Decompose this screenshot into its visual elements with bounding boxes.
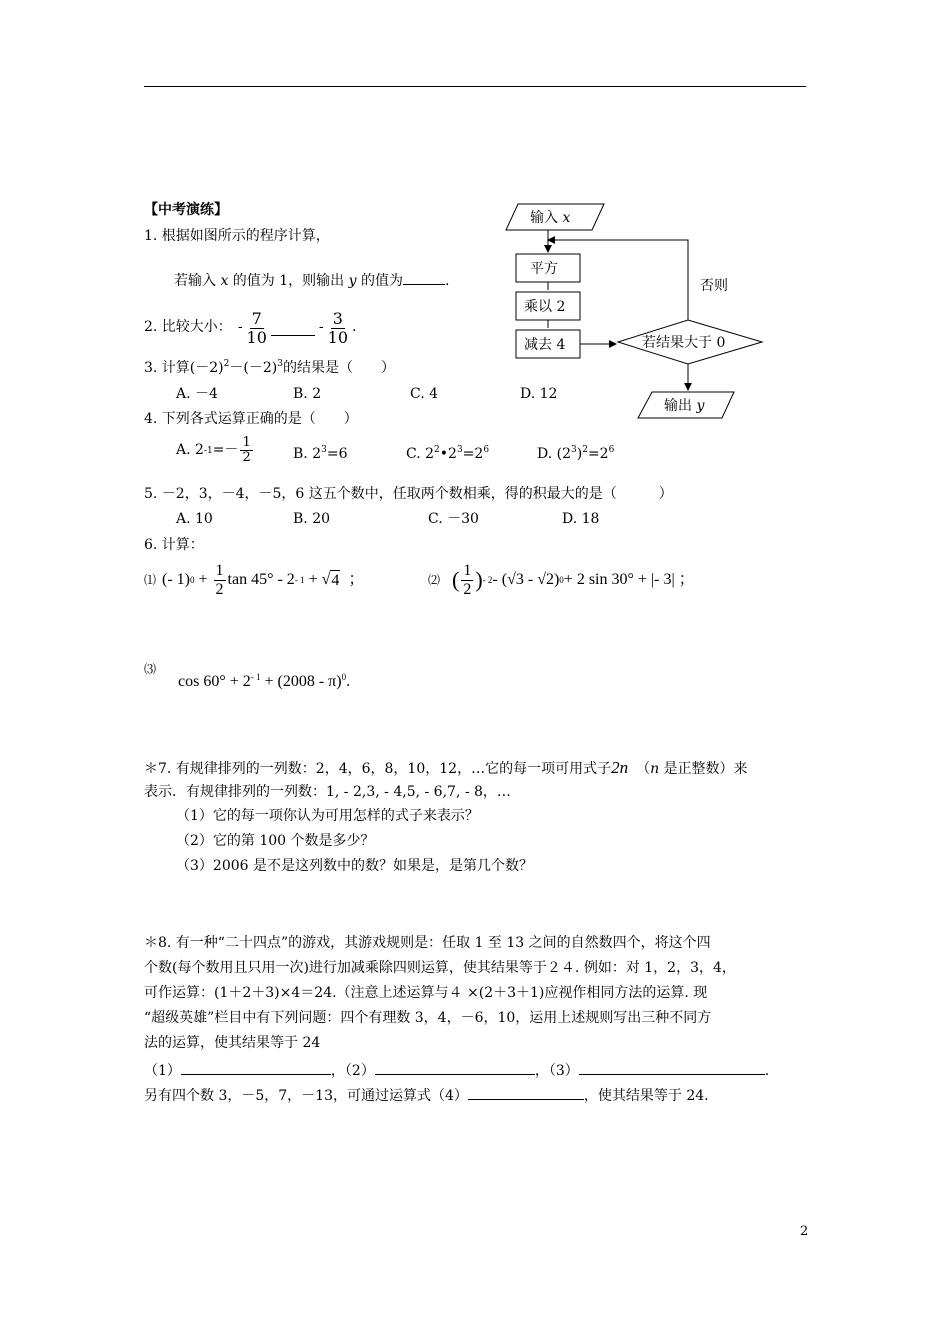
q8-line4: “超级英雄”栏目中有下列问题：四个有理数 3，4，－6，10，运用上述规则写出三种不同方 [144,1010,712,1026]
q6-p3-e1: - 1 [250,672,261,682]
q8-line1: ＊8. 有一种“二十四点”的游戏，其游戏规则是：任取 1 至 13 之间的自然数四个，将这个四 [144,935,711,951]
q6-p3-b: + (2008 - π) [260,673,342,690]
svg-text:输出 y [664,398,705,414]
q8-line7-b: ，使其结果等于 24. [583,1088,709,1104]
q4-c-exp1: 2 [434,445,440,455]
section-title: 【中考演练】 [144,202,228,218]
q8-blank2-label: ，（2） [330,1063,375,1079]
q8-line5: 法的运算，使其结果等于 24 [144,1035,321,1051]
q5-option-b[interactable]: B. 20 [293,511,331,527]
q6-p1-tan: tan 45° - 2 [227,571,295,589]
q6-p2-rest: + 2 sin 30° + |- 3| [563,571,675,589]
q3-suffix: 的结果是（ ） [282,360,395,376]
q4-a-fraction [240,436,252,466]
q6-p2-label: ⑵ [428,572,441,587]
q5-option-c[interactable]: C. －30 [428,511,479,527]
flow-else-label: 否则 [700,278,728,294]
q4-c-exp3: 6 [483,445,490,455]
q1-var-y: y [348,273,357,289]
flow-decision-label: 若结果大于 0 [642,335,726,351]
q2-fraction-a [245,310,269,346]
q4-d-exp3: 6 [608,445,615,455]
q5-option-a[interactable]: A. 10 [176,511,213,527]
q6-p1-end: ； [348,571,365,589]
flow-input-label: 输入 [530,210,563,226]
q8-answer-blank-1[interactable] [181,1060,331,1075]
q6-p3-e0: 0 [341,672,347,682]
q7-sub1: （1）它的每一项你认为可用怎样的式子来表示？ [176,808,479,824]
q4-d-b: ) [576,446,583,462]
q8-end-dot: . [764,1063,770,1079]
q7-line1-a: ＊7. 有规律排列的一列数：2，4，6，8，10，12，…它的每一项可用式子 [144,761,612,777]
q4-d-a: D. (2 [537,446,571,462]
q4-question: 4. 下列各式运算正确的是（ ） [144,411,358,427]
q4-b-rest: =6 [326,446,348,462]
flow-step-subtract-label: 减去 4 [524,337,566,353]
q1-text-a: 若输入 [174,273,221,289]
q2-line [144,310,356,346]
q4-d-exp2: 2 [582,445,588,455]
q6-p2-num: 1 [463,562,472,579]
q6-p3-label: ⑶ [144,662,157,676]
q7-var-n: n [650,761,660,777]
q8-line3: 可作运算：(1＋2＋3)×4＝24.（注意上述运算与４ ×(2＋3＋1)应视作相同方法的运算. 现 [144,985,708,1001]
q4-c-mid: •2 [439,446,457,462]
q8-blank3-label: ，（3） [534,1063,579,1079]
q8-answer-blank-3[interactable] [579,1060,765,1075]
q3-line [144,360,395,378]
q1-answer-blank[interactable] [403,270,445,285]
q6-part3 [178,672,350,692]
q6-p1-plus: + [198,571,208,589]
q4-d-exp1: 3 [571,445,577,455]
flow-output-label: 输出 [664,398,697,414]
q4-option-d[interactable] [537,446,614,464]
q4-a-base: A. 2 [176,442,204,459]
q7-expr: 2n [611,758,629,777]
q3-exp2: 3 [277,359,283,369]
q6-part1: ⑴ (- 1) 0 + $\frac{1}{2}$ tan 45° - 2 - 1 + √ 4 ； [144,562,365,598]
q3-option-c[interactable]: C. 4 [410,386,439,402]
q8-answer-blank-4[interactable] [468,1085,584,1100]
q8-blank1-label: （1） [144,1063,181,1079]
q4-option-c[interactable] [406,446,489,464]
q8-line7-a: 另有四个数 3，－5，7，－13，可通过运算式（4） [144,1088,468,1104]
q7-line1-b: （ [636,761,651,777]
q6-p1-label: ⑴ [144,572,157,587]
q6-p1-fraction [214,562,226,598]
page-number: 2 [800,1224,809,1239]
q8-answer-blank-2[interactable] [375,1060,535,1075]
q3-option-b[interactable]: B. 2 [293,386,322,402]
flow-output-var: y [696,398,705,414]
q1-text-b: 的值为 1，则输出 [228,273,349,289]
q2-neg-a: - [237,319,243,336]
q5-question: 5. －2，3，－4，－5，6 这五个数中，任取两个数相乘，得的积最大的是（ ） [144,486,673,502]
q6-prefix: 6. 计算： [144,537,204,553]
q4-a-den: 2 [242,450,251,466]
q8-line7 [144,1085,709,1106]
q4-c-a: C. 2 [406,446,435,462]
q5-option-d[interactable]: D. 18 [562,511,600,527]
q6-p1-den: 2 [215,580,224,598]
q6-p3-a: cos 60° + 2 [178,673,251,690]
q3-option-a[interactable]: A. －4 [176,386,218,402]
q4-b-exp: 3 [321,445,327,455]
q7-sub2: （2）它的第 100 个数是多少？ [176,833,375,849]
q4-a-eq: =－ [212,442,239,459]
q4-a-num: 1 [242,435,251,450]
q2-b-den: 10 [327,327,348,347]
q6-p2-mid: - (√3 - √2) [492,571,560,589]
q2-prefix: 2. 比较大小： [144,319,232,336]
q4-option-a[interactable]: A. 2 -1 =－ $\frac{1}{2}$ [176,435,251,466]
q8-blanks-line [144,1060,769,1081]
q2-fraction-b [326,310,350,346]
q4-c-exp2: 3 [456,445,463,455]
q3-option-d[interactable]: D. 12 [520,386,558,402]
q6-p1-num: 1 [215,562,224,579]
q3-exp1: 2 [223,359,230,369]
q1-var-x: x [220,273,229,289]
q6-p2-end: ； [678,571,695,589]
q2-a-num: 7 [251,309,262,328]
q6-p2-den: 2 [463,580,472,598]
q4-option-b[interactable] [293,446,347,464]
q6-part2: ⑵ ( $\frac{1}{2}$ ) - 2 - (√3 - √2) 0 + 2 sin 30° + |- 3| ； [428,562,695,598]
q7-line1-c: 是正整数）来 [659,761,748,777]
q2-answer-blank[interactable] [271,321,315,336]
q7-line1 [144,757,748,779]
q6-p2-fraction [461,562,473,598]
flow-step-square-label: 平方 [530,261,558,277]
q2-end: . [352,319,357,336]
flow-input-var: x [562,210,571,226]
flow-step-multiply-label: 乘以 2 [524,299,566,315]
q3-mid: －(－2) [229,360,278,376]
svg-text:输入 x [530,210,570,226]
q7-sub3: （3）2006 是不是这列数中的数？如果是，是第几个数？ [176,858,533,874]
q4-b-base: B. 2 [293,446,322,462]
q8-line2: 个数(每个数用且只用一次)进行加减乘除四则运算，使其结果等于２４. 例如：对 1，2，3，4， [144,960,736,976]
q1-line1: 1. 根据如图所示的程序计算， [144,228,330,244]
q2-neg-b: - [318,319,324,336]
q3-prefix: 3. 计算(－2) [144,360,224,376]
q4-d-eq: =2 [587,446,609,462]
q7-line2: 表示．有规律排列的一列数：1, - 2,3, - 4,5, - 6,7, - 8，… [144,784,511,800]
q2-b-num: 3 [332,309,343,328]
q1-text-c: 的值为 [356,273,403,289]
q4-c-eq: =2 [462,446,484,462]
q1-line2: 若输入 x 的值为 1，则输出 y 的值为 . [174,270,449,291]
q6-p1-sqrt-sign: + √ [308,571,331,589]
q6-p1-a: (- 1) [162,571,190,589]
q2-a-den: 10 [246,327,267,347]
q6-p3-end: . [346,673,351,690]
q6-p1-sqrt-arg: 4 [331,571,340,589]
header-rule [144,86,806,87]
